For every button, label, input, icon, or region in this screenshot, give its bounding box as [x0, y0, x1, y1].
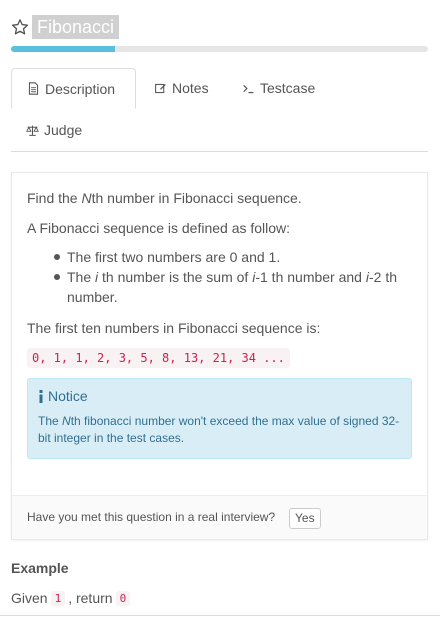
given-value: 1	[51, 591, 66, 606]
yes-button[interactable]: Yes	[289, 508, 321, 529]
problem-header	[11, 15, 119, 39]
terminal-icon	[242, 82, 255, 95]
tab-notes[interactable]	[139, 68, 224, 108]
description-line-1: Find the Nth number in Fibonacci sequence.	[27, 190, 302, 206]
tab-judge-label: Judge	[44, 122, 83, 138]
problem-title: Fibonacci	[32, 15, 119, 39]
example-line	[11, 590, 133, 606]
divider	[0, 615, 440, 616]
edit-icon	[154, 82, 167, 95]
list-item: The first two numbers are 0 and 1.	[67, 247, 407, 267]
tab-bar	[11, 68, 428, 152]
sequence-code: 0, 1, 1, 2, 3, 5, 8, 13, 21, 34 ...	[27, 348, 290, 368]
definition-list	[27, 247, 407, 307]
tab-description[interactable]	[11, 68, 136, 109]
tab-description-label: Description	[45, 80, 116, 97]
progress-fill	[11, 46, 115, 52]
star-icon[interactable]	[11, 18, 29, 36]
progress-bar	[11, 46, 428, 52]
return-value: 0	[116, 591, 131, 606]
notice-text: The Nth fibonacci number won't exceed the max value of signed 32-bit integer in the test cases.	[38, 414, 400, 445]
given-label: Given	[11, 590, 48, 606]
notice-title: Notice	[38, 388, 88, 404]
notice-box	[27, 378, 412, 459]
interview-question-bar	[12, 495, 427, 539]
interview-question-label: Have you met this question in a real interview?	[27, 510, 276, 524]
example-heading: Example	[11, 560, 69, 576]
balance-scale-icon	[26, 124, 39, 137]
tab-testcase-label: Testcase	[260, 80, 316, 96]
tab-testcase[interactable]	[227, 68, 330, 108]
tab-notes-label: Notes	[172, 80, 209, 96]
description-panel	[11, 172, 428, 540]
file-text-icon	[27, 82, 40, 95]
return-label: , return	[68, 590, 113, 606]
description-line-3: The first ten numbers in Fibonacci sequence is:	[27, 320, 321, 336]
tab-judge[interactable]	[11, 110, 97, 150]
info-icon	[38, 390, 44, 403]
description-line-2: A Fibonacci sequence is defined as follow:	[27, 220, 291, 236]
list-item: The i th number is the sum of i-1 th number and i-2 th number.	[67, 267, 407, 307]
